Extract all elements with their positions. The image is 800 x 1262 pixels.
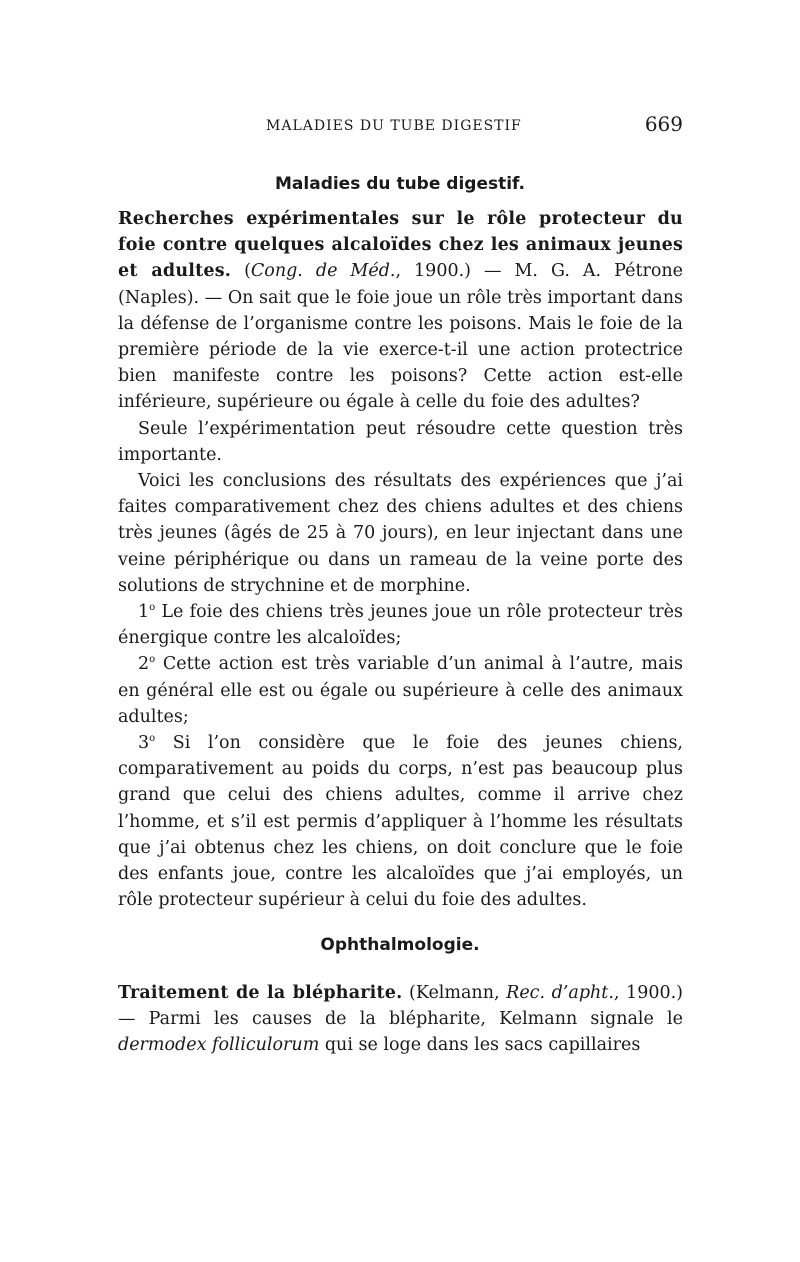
conclusion-number: 1 (138, 602, 150, 623)
section-ophthalmology-body (118, 980, 683, 1059)
latin-term: dermodex folliculorum (118, 1035, 320, 1056)
conclusion-text: Si l’on considère que le foie des jeunes chiens, comparativement au poids du corps, n’est pas beaucoup plus grand que celui des chiens adultes, comme il arrive chez l’homme, et s’il est permis d’appliquer à l’homme les résultats que j’ai obtenus chez les chiens, on doit conclure que le foie des enfants joue, contre les alcaloïdes que j’ai employés, un rôle protecteur supérieur à celui du foie des adultes. (118, 733, 683, 911)
citation-author: , 1900.) — M. G. A. Pétrone (Naples). (118, 261, 684, 308)
body-text-continued: qui se loge dans les sacs capillaires (319, 1035, 641, 1056)
ordinal-mark: o (149, 733, 156, 745)
journal-name: Cong. de Méd. (250, 261, 396, 282)
conclusion-number: 3 (138, 733, 150, 754)
intro-text: — On sait que le foie joue un rôle très important dans la défense de l’organisme contre les poisons. Mais le foie de la première période de la vie exerce-t-il une action protectrice bien manifeste contre les poisons? Cette action est-elle inférieure, supérieure ou égale à celle du foie des adultes? (118, 287, 683, 413)
conclusion-text: Le foie des chiens très jeunes joue un rôle protecteur très énergique contre les alcaloïdes; (118, 602, 683, 649)
article-title-liver: Recherches expérimentales sur le rôle protecteur du foie contre quelques alcaloïdes chez les animaux jeunes et adultes. (118, 209, 683, 282)
article-title-blepharitis: Traitement de la blépharite. (118, 983, 403, 1003)
conclusion-1 (118, 599, 683, 651)
article-paragraph-liver (118, 206, 683, 416)
paragraph-experimentation: Seule l’expérimentation peut résoudre cette question très importante. (118, 418, 683, 465)
article-paragraph-blepharitis (118, 980, 683, 1059)
section-heading-digestive: Maladies du tube digestif. (275, 174, 525, 194)
ordinal-mark: o (149, 654, 156, 666)
citation-open: ( (231, 261, 251, 282)
running-title: MALADIES DU TUBE DIGESTIF (266, 118, 522, 134)
running-header (118, 112, 683, 142)
citation-open: (Kelmann, (402, 983, 507, 1003)
citation-close: , 1900.) (613, 983, 683, 1003)
conclusion-number: 2 (138, 654, 150, 675)
journal-name: Rec. d’apht. (506, 983, 614, 1003)
paragraph-conclusions: Voici les conclusions des résultats des expériences que j’ai faites comparativement chez des chiens adultes et des chiens très jeunes (âgés de 25 à 70 jours), en leur injectant dans une veine périphérique ou dans un rameau de la veine porte des solutions de strychnine et de morphine. (118, 471, 683, 596)
ordinal-mark: o (149, 602, 156, 614)
conclusion-3 (118, 730, 683, 913)
conclusion-text: Cette action est très variable d’un animal à l’autre, mais en général elle est ou égale ou supérieure à celle des animaux adultes; (118, 654, 683, 727)
conclusion-2 (118, 651, 683, 730)
section-digestive-body (118, 206, 683, 913)
body-text: — Parmi les causes de la blépharite, Kelmann signale le (118, 1009, 683, 1030)
page-number: 669 (644, 112, 683, 136)
section-heading-ophthalmology: Ophthalmologie. (320, 935, 480, 955)
